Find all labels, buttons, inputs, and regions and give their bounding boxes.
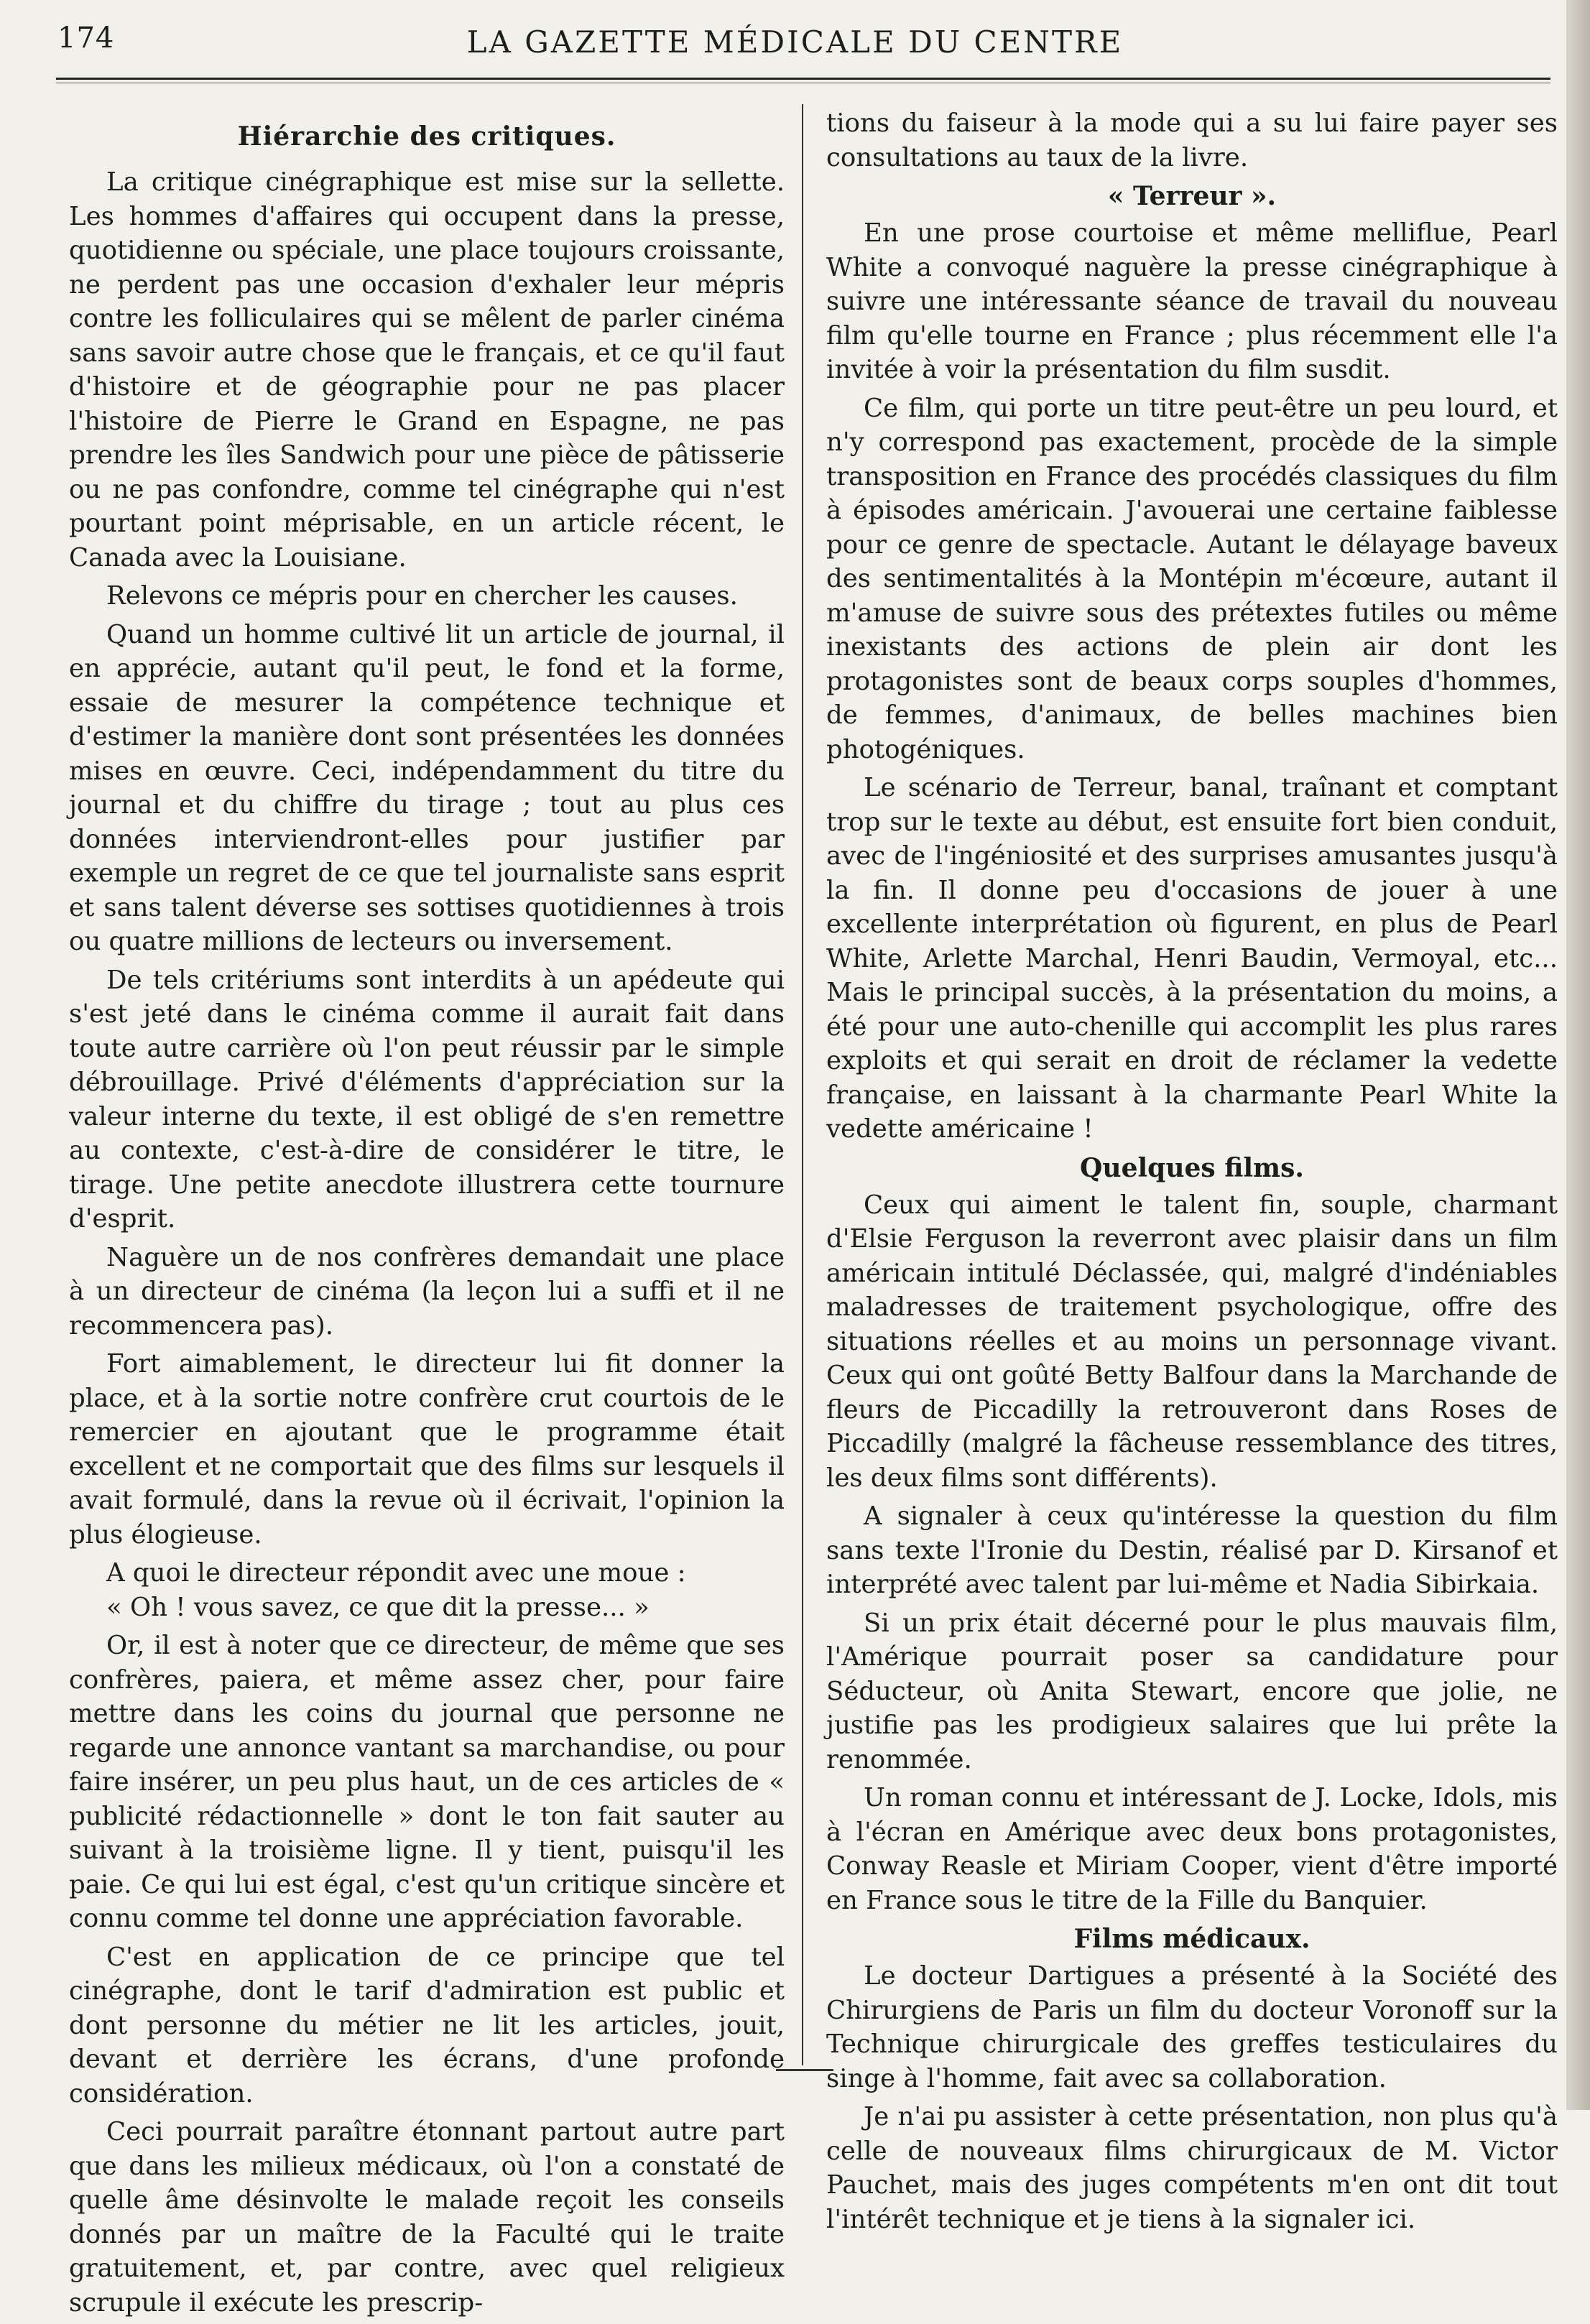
paragraph: Ceux qui aiment le talent fin, souple, charmant d'Elsie Ferguson la reverront avec plaisir dans un film américain intitulé Déclassée, qui, malgré d'indéniables maladresses de traitement psychologique, offre des situations réelles et au moins un personnage vivant. Ceux qui ont goûté Betty Balfour dans la Marchande de fleurs de Piccadilly la retrouveront dans Roses de Piccadilly (malgré la fâcheuse ressemblance des titres, les deux films sont différents).	[826, 1190, 1558, 1493]
header-rule	[56, 78, 1550, 80]
paragraph: Fort aimablement, le directeur lui fit donner la place, et à la sortie notre confrère crut courtois de le remercier en ajoutant que le programme était excellent et ne comportait que des films sur lesquels il avait formulé, dans la revue où il écrivait, l'opinion la plus élogieuse.	[69, 1349, 785, 1550]
quotation: « Oh ! vous savez, ce que dit la presse... »	[106, 1592, 650, 1622]
paragraph: Le scénario de Terreur, banal, traînant et comptant trop sur le texte au début, est ensuite fort bien conduit, avec de l'ingéniosité et des surprises amusantes jusqu'à la fin. Il donne peu d'occasions de jouer à une excellente interprétation où figurent, en plus de Pearl White, Arlette Marchal, Henri Baudin, Vermoyal, etc... Mais le principal succès, à la présentation du moins, a été pour une auto-chenille qui accomplit les plus rares exploits et qui serait en droit de réclamer la vedette française, en laissant à la charmante Pearl White la vedette américaine !	[826, 773, 1558, 1144]
footer-rule	[776, 2069, 833, 2071]
page-edge	[1566, 0, 1590, 2110]
heading-terreur: « Terreur ».	[1107, 181, 1277, 211]
paragraph: A quoi le directeur répondit avec une moue :	[106, 1558, 686, 1588]
heading-hierarchie-des-critiques: Hiérarchie des critiques.	[237, 121, 616, 152]
page-number: 174	[57, 22, 115, 55]
heading-quelques-films: Quelques films.	[1080, 1152, 1304, 1183]
journal-title: LA GAZETTE MÉDICALE DU CENTRE	[466, 24, 1124, 60]
paragraph: Or, il est à noter que ce directeur, de même que ses confrères, paiera, et même assez cher, pour faire mettre dans les coins du journal que personne ne regarde une annonce vantant sa marchandise, ou pour faire insérer, un peu plus haut, un de ces articles de « publicité rédactionnelle » dont le ton fait sauter au suivant à la troisième ligne. Il y tient, puisqu'il les paie. Ce qui lui est égal, c'est qu'un critique sincère et connu comme tel donne une appréciation favorable.	[69, 1631, 785, 1933]
heading-films-medicaux: Films médicaux.	[1073, 1924, 1311, 1954]
paragraph: Ceci pourrait paraître étonnant partout autre part que dans les milieux médicaux, où l'on a constaté de quelle âme désinvolte le malade reçoit les conseils donnés par un maître de la Faculté qui le traite gratuitement, et, par contre, avec quel religieux scrupule il exécute les prescrip-	[69, 2117, 785, 2318]
continued-paragraph: tions du faiseur à la mode qui a su lui faire payer ses consultations au taux de la livre.	[826, 108, 1558, 172]
paragraph: De tels critériums sont interdits à un apédeute qui s'est jeté dans le cinéma comme il aurait fait dans toute autre carrière où l'on peut réussir par le simple débrouillage. Privé d'éléments d'appréciation sur la valeur interne du texte, il est obligé de s'en remettre au contexte, c'est-à-dire de considérer le titre, le tirage. Une petite anecdote illustrera cette tournure d'esprit.	[69, 965, 785, 1233]
paragraph: Le docteur Dartigues a présenté à la Société des Chirurgiens de Paris un film du docteur Voronoff sur la Technique chirurgicale des greffes testiculaires du singe à l'homme, fait avec sa collaboration.	[826, 1961, 1558, 2093]
paragraph: Si un prix était décerné pour le plus mauvais film, l'Amérique pourrait poser sa candidature pour Séducteur, où Anita Stewart, encore que jolie, ne justifie pas les prodigieux salaires que lui prête la renommée.	[826, 1608, 1558, 1774]
paragraph: Quand un homme cultivé lit un article de journal, il en apprécie, autant qu'il peut, le fond et la forme, essaie de mesurer la compétence technique et d'estimer la manière dont sont présentées les données mises en œuvre. Ceci, indépendamment du titre du journal et du chiffre du tirage ; tout au plus ces données interviendront-elles pour justifier par exemple un regret de ce que tel journaliste sans esprit et sans talent déverse ses sottises quotidiennes à trois ou quatre millions de lecteurs ou inversement.	[69, 619, 785, 956]
paragraph: La critique cinégraphique est mise sur la sellette. Les hommes d'affaires qui occupent dans la presse, quotidienne ou spéciale, une place toujours croissante, ne perdent pas une occasion d'exhaler leur mépris contre les folliculaires qui se mêlent de parler cinéma sans savoir autre chose que le français, et ce qu'il faut d'histoire et de géographie pour ne pas placer l'histoire de Pierre le Grand en Espagne, ne pas prendre les îles Sandwich pour une pièce de pâtisserie ou ne pas confondre, comme tel cinégraphe qui n'est pourtant point méprisable, en un article récent, le Canada avec la Louisiane.	[69, 167, 785, 573]
paragraph: C'est en application de ce principe que tel cinégraphe, dont le tarif d'admiration est public et dont personne du métier ne lit les articles, jouit, devant et derrière les écrans, d'une profonde considération.	[69, 1942, 785, 2108]
right-column	[826, 106, 1558, 2241]
paragraph: Je n'ai pu assister à cette présentation, non plus qu'à celle de nouveaux films chirurgicaux de M. Victor Pauchet, mais des juges compétents m'en ont dit tout l'intérêt technique et je tiens à la signaler ici.	[826, 2102, 1558, 2234]
paragraph: En une prose courtoise et même melliflue, Pearl White a convoqué naguère la presse cinégraphique à suivre une intéressante séance de travail du nouveau film qu'elle tourne en France ; plus récemment elle l'a invitée à voir la présentation du film susdit.	[826, 218, 1558, 384]
paragraph: A signaler à ceux qu'intéresse la question du film sans texte l'Ironie du Destin, réalisé par D. Kirsanof et interprété avec talent par lui-même et Nadia Sibirkaia.	[826, 1501, 1558, 1599]
paragraph: Relevons ce mépris pour en chercher les causes.	[106, 581, 738, 611]
paragraph: Naguère un de nos confrères demandait une place à un directeur de cinéma (la leçon lui a suffi et il ne recommencera pas).	[69, 1242, 785, 1341]
paragraph: Un roman connu et intéressant de J. Locke, Idols, mis à l'écran en Amérique avec deux bons protagonistes, Conway Reasle et Miriam Cooper, vient d'être importé en France sous le titre de la Fille du Banquier.	[826, 1783, 1558, 1915]
column-divider	[802, 104, 803, 2065]
left-column	[69, 106, 785, 2324]
paragraph: Ce film, qui porte un titre peut-être un peu lourd, et n'y correspond pas exactement, procède de la simple transposition en France des procédés classiques du film à épisodes américain. J'avouerai une certaine faiblesse pour ce genre de spectacle. Autant le délayage baveux des sentimentalités à la Montépin m'écœure, autant il m'amuse de suivre sous des prétextes futiles ou même inexistants des actions de plein air dont les protagonistes sont de beaux corps souples d'hommes, de femmes, d'animaux, de belles machines bien photogéniques.	[826, 393, 1558, 764]
